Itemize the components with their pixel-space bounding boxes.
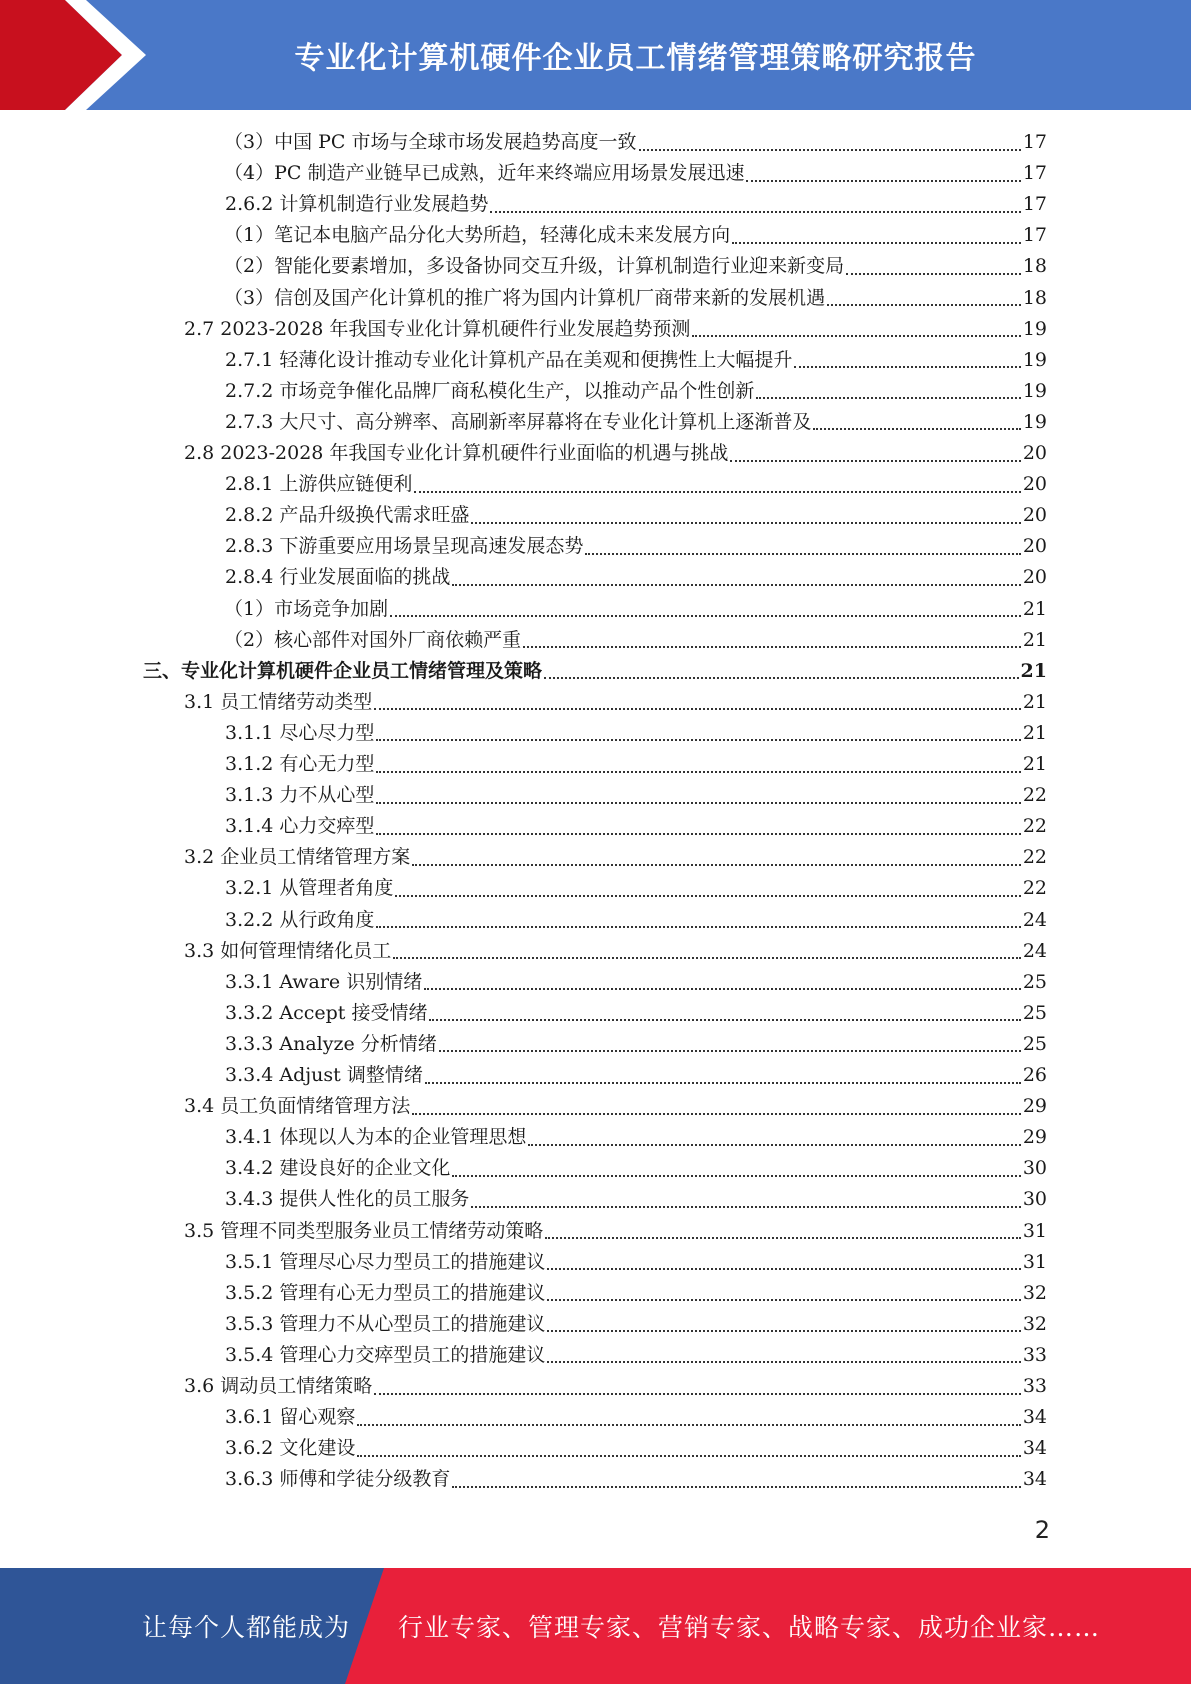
toc-entry-page: 21 (1022, 753, 1047, 775)
toc-entry-title: 3.6 调动员工情绪策略 (184, 1375, 373, 1397)
toc-entry[interactable] (225, 1153, 1047, 1184)
toc-entry[interactable] (184, 1216, 1047, 1247)
toc-entry-title: 2.6.2 计算机制造行业发展趋势 (225, 193, 489, 216)
toc-entry-page: 19 (1022, 348, 1047, 371)
toc-entry[interactable] (224, 251, 1047, 282)
toc-entry-title: 2.7.2 市场竞争催化品牌厂商私模化生产，以推动产品个性创新 (225, 379, 755, 402)
toc-entry-title: （2）智能化要素增加，多设备协同交互升级，计算机制造行业迎来新变局 (224, 255, 845, 278)
toc-entry[interactable] (224, 127, 1047, 158)
toc-entry[interactable] (184, 314, 1047, 345)
toc-entry[interactable] (225, 749, 1047, 780)
toc-leader-dots (544, 677, 1019, 679)
toc-entry-page: 30 (1022, 1157, 1047, 1180)
toc-leader-dots (827, 304, 1021, 306)
toc-entry[interactable] (225, 376, 1047, 407)
toc-entry[interactable] (225, 998, 1047, 1029)
toc-entry[interactable] (224, 625, 1047, 656)
toc-entry-title: 3.3.3 Analyze 分析情绪 (225, 1032, 437, 1055)
toc-entry-title: （3）信创及国产化计算机的推广将为国内计算机厂商带来新的发展机遇 (224, 286, 826, 309)
toc-entry-title: 3.4.2 建设良好的企业文化 (225, 1157, 451, 1180)
toc-leader-dots (547, 1330, 1020, 1332)
toc-entry[interactable] (225, 780, 1047, 811)
toc-entry-page: 20 (1022, 566, 1047, 589)
toc-entry[interactable] (225, 345, 1047, 376)
toc-entry-page: 21 (1020, 659, 1047, 682)
toc-entry-title: 3.1.3 力不从心型 (225, 784, 375, 807)
toc-leader-dots (547, 1361, 1020, 1363)
toc-entry-title: 3.4.3 提供人性化的员工服务 (225, 1188, 470, 1211)
toc-leader-dots (376, 833, 1020, 835)
toc-leader-dots (376, 771, 1020, 773)
toc-entry-title: 3.2.1 从管理者角度 (225, 877, 394, 900)
toc-entry[interactable] (184, 1371, 1047, 1402)
toc-entry-page: 17 (1022, 162, 1047, 185)
toc-entry-title: 3.3 如何管理情绪化员工 (184, 939, 392, 962)
toc-entry[interactable] (225, 1278, 1047, 1309)
toc-leader-dots (846, 273, 1021, 275)
toc-entry-page: 17 (1022, 224, 1047, 247)
toc-leader-dots (424, 988, 1021, 990)
toc-entry-title: 3.1.4 心力交瘁型 (225, 815, 375, 838)
footer-slogan-left: 让每个人都能成为 (142, 1613, 351, 1642)
toc-leader-dots (439, 1050, 1021, 1052)
toc-entry-title: （3）中国 PC 市场与全球市场发展趋势高度一致 (224, 131, 637, 153)
toc-entry[interactable] (184, 936, 1047, 967)
toc-entry-page: 32 (1022, 1312, 1047, 1335)
report-title: 专业化计算机硬件企业员工情绪管理策略研究报告 (294, 41, 977, 76)
toc-entry-title: 3.3.4 Adjust 调整情绪 (225, 1064, 423, 1086)
toc-leader-dots (813, 428, 1020, 430)
toc-entry-page: 25 (1022, 970, 1047, 993)
toc-entry-page: 17 (1022, 193, 1047, 216)
toc-leader-dots (374, 1393, 1021, 1395)
toc-leader-dots (746, 180, 1020, 182)
toc-entry-page: 20 (1022, 442, 1047, 464)
toc-entry-page: 19 (1022, 379, 1047, 402)
toc-leader-dots (412, 1113, 1021, 1115)
toc-leader-dots (376, 926, 1020, 928)
toc-entry-page: 20 (1022, 473, 1047, 496)
toc-entry-page: 21 (1022, 690, 1047, 713)
toc-entry-title: 2.8.3 下游重要应用场景呈现高速发展态势 (225, 535, 584, 558)
toc-entry-page: 32 (1022, 1281, 1047, 1304)
toc-entry-page: 21 (1022, 597, 1047, 620)
toc-entry-title: 3.3.1 Aware 识别情绪 (225, 970, 423, 993)
toc-leader-dots (585, 553, 1020, 555)
toc-entry[interactable] (225, 1464, 1047, 1495)
toc-leader-dots (490, 211, 1020, 213)
toc-entry[interactable] (224, 283, 1047, 314)
toc-entry-title: （1）市场竞争加剧 (224, 597, 389, 620)
toc-entry-title: 2.8 2023-2028 年我国专业化计算机硬件行业面临的机遇与挑战 (184, 442, 729, 464)
toc-leader-dots (376, 802, 1020, 804)
toc-leader-dots (376, 739, 1020, 741)
toc-leader-dots (393, 957, 1021, 959)
toc-entry[interactable] (225, 1247, 1047, 1278)
toc-entry[interactable] (225, 1029, 1047, 1060)
toc-entry-title: 3.6.1 留心观察 (225, 1406, 356, 1429)
toc-entry-title: 2.7.3 大尺寸、高分辨率、高刷新率屏幕将在专业化计算机上逐渐普及 (225, 410, 812, 433)
toc-entry-page: 21 (1022, 628, 1047, 651)
toc-leader-dots (471, 522, 1020, 524)
toc-leader-dots (794, 366, 1020, 368)
toc-entry[interactable] (225, 1309, 1047, 1340)
toc-leader-dots (545, 1237, 1021, 1239)
toc-entry-title: 3.5.3 管理力不从心型员工的措施建议 (225, 1312, 546, 1335)
toc-entry-page: 18 (1022, 255, 1047, 278)
toc-entry-page: 22 (1022, 784, 1047, 807)
toc-leader-dots (692, 335, 1020, 337)
toc-entry-page: 31 (1022, 1219, 1047, 1242)
toc-entry-page: 21 (1022, 721, 1047, 744)
toc-entry-title: 3.1.2 有心无力型 (225, 753, 375, 775)
toc-entry[interactable] (224, 594, 1047, 625)
toc-entry-title: 3.1 员工情绪劳动类型 (184, 690, 373, 713)
toc-entry[interactable] (225, 531, 1047, 562)
toc-leader-dots (390, 615, 1021, 617)
toc-leader-dots (471, 1206, 1020, 1208)
toc-entry-title: 2.7 2023-2028 年我国专业化计算机硬件行业发展趋势预测 (184, 317, 691, 340)
toc-entry-page: 33 (1022, 1375, 1047, 1397)
toc-leader-dots (756, 397, 1020, 399)
toc-entry[interactable] (143, 656, 1047, 687)
toc-entry[interactable] (225, 1402, 1047, 1433)
toc-entry-page: 33 (1022, 1343, 1047, 1366)
toc-leader-dots (639, 149, 1021, 151)
toc-entry-page: 20 (1022, 504, 1047, 527)
toc-entry[interactable] (184, 1091, 1047, 1122)
toc-leader-dots (429, 1019, 1020, 1021)
toc-leader-dots (528, 1144, 1020, 1146)
toc-entry-title: 3.2.2 从行政角度 (225, 908, 375, 931)
footer-slogan-right: 行业专家、管理专家、营销专家、战略专家、成功企业家…… (398, 1613, 1101, 1642)
toc-leader-dots (547, 1268, 1020, 1270)
toc-entry-page: 19 (1022, 317, 1047, 340)
toc-entry-page: 34 (1022, 1468, 1047, 1491)
toc-leader-dots (452, 1486, 1020, 1488)
toc-entry-title: 3.5.1 管理尽心尽力型员工的措施建议 (225, 1250, 546, 1273)
toc-entry-title: 3.5 管理不同类型服务业员工情绪劳动策略 (184, 1219, 544, 1242)
toc-leader-dots (547, 1299, 1020, 1301)
toc-entry-title: 3.6.3 师傅和学徒分级教育 (225, 1468, 451, 1491)
toc-entry-page: 34 (1022, 1406, 1047, 1429)
toc-entry[interactable] (225, 905, 1047, 936)
toc-entry-title: 3.3.2 Accept 接受情绪 (225, 1001, 428, 1024)
toc-leader-dots (357, 1424, 1020, 1426)
toc-entry[interactable] (225, 500, 1047, 531)
toc-entry-page: 22 (1022, 815, 1047, 838)
toc-entry[interactable] (184, 687, 1047, 718)
toc-entry[interactable] (225, 1433, 1047, 1464)
toc-entry-page: 19 (1022, 410, 1047, 433)
toc-entry-title: 2.8.4 行业发展面临的挑战 (225, 566, 451, 589)
toc-leader-dots (523, 646, 1021, 648)
toc-entry[interactable] (224, 220, 1047, 251)
toc-leader-dots (412, 864, 1021, 866)
toc-entry-title: 2.8.1 上游供应链便利 (225, 473, 413, 496)
toc-entry-title: 2.7.1 轻薄化设计推动专业化计算机产品在美观和便携性上大幅提升 (225, 348, 793, 371)
toc-entry[interactable] (225, 1122, 1047, 1153)
toc-entry[interactable] (224, 158, 1047, 189)
toc-entry-title: 3.4 员工负面情绪管理方法 (184, 1095, 411, 1118)
toc-entry-page: 22 (1022, 877, 1047, 900)
toc-entry-page: 24 (1022, 908, 1047, 931)
toc-entry[interactable] (225, 469, 1047, 500)
toc-entry[interactable] (225, 967, 1047, 998)
toc-entry-page: 31 (1022, 1250, 1047, 1273)
toc-entry-title: （1）笔记本电脑产品分化大势所趋，轻薄化成未来发展方向 (224, 224, 731, 247)
toc-entry-title: （2）核心部件对国外厂商依赖严重 (224, 628, 522, 651)
toc-entry-page: 25 (1022, 1001, 1047, 1024)
toc-entry[interactable] (184, 438, 1047, 469)
toc-entry-title: 2.8.2 产品升级换代需求旺盛 (225, 504, 470, 527)
page-footer (0, 1568, 1191, 1684)
toc-entry-title: （4）PC 制造产业链早已成熟，近年来终端应用场景发展迅速 (224, 162, 745, 185)
toc-leader-dots (374, 708, 1021, 710)
toc-entry-page: 20 (1022, 535, 1047, 558)
toc-entry-title: 3.5.2 管理有心无力型员工的措施建议 (225, 1281, 546, 1304)
toc-entry[interactable] (225, 811, 1047, 842)
toc-leader-dots (357, 1455, 1020, 1457)
toc-entry-title: 三、专业化计算机硬件企业员工情绪管理及策略 (143, 659, 543, 682)
toc-entry[interactable] (184, 842, 1047, 873)
toc-entry-page: 26 (1022, 1064, 1047, 1086)
toc-entry-page: 24 (1022, 939, 1047, 962)
toc-entry[interactable] (225, 407, 1047, 438)
toc-entry-page: 18 (1022, 286, 1047, 309)
toc-entry-page: 34 (1022, 1437, 1047, 1460)
toc-entry[interactable] (225, 1184, 1047, 1215)
page-header (0, 0, 1191, 110)
toc-entry[interactable] (225, 189, 1047, 220)
toc-entry-title: 3.6.2 文化建设 (225, 1437, 356, 1460)
toc-entry-title: 3.5.4 管理心力交瘁型员工的措施建议 (225, 1343, 546, 1366)
toc-entry-page: 17 (1022, 131, 1047, 153)
toc-entry-page: 29 (1022, 1095, 1047, 1118)
toc-entry-page: 29 (1022, 1126, 1047, 1149)
toc-entry[interactable] (225, 1060, 1047, 1091)
toc-entry-page: 22 (1022, 846, 1047, 869)
toc-leader-dots (414, 491, 1020, 493)
toc-leader-dots (452, 1175, 1020, 1177)
toc-leader-dots (395, 895, 1020, 897)
toc-entry[interactable] (225, 1340, 1047, 1371)
toc-entry[interactable] (225, 873, 1047, 904)
toc-entry-title: 3.4.1 体现以人为本的企业管理思想 (225, 1126, 527, 1149)
toc-entry-title: 3.2 企业员工情绪管理方案 (184, 846, 411, 869)
toc-entry[interactable] (225, 562, 1047, 593)
toc-leader-dots (452, 584, 1020, 586)
toc-entry-page: 25 (1022, 1032, 1047, 1055)
toc-entry[interactable] (225, 718, 1047, 749)
toc-entry-title: 3.1.1 尽心尽力型 (225, 721, 375, 744)
toc-leader-dots (732, 242, 1021, 244)
toc-entry-page: 30 (1022, 1188, 1047, 1211)
toc-leader-dots (730, 460, 1020, 462)
toc-leader-dots (425, 1082, 1021, 1084)
page-number: 2 (1034, 1516, 1050, 1544)
